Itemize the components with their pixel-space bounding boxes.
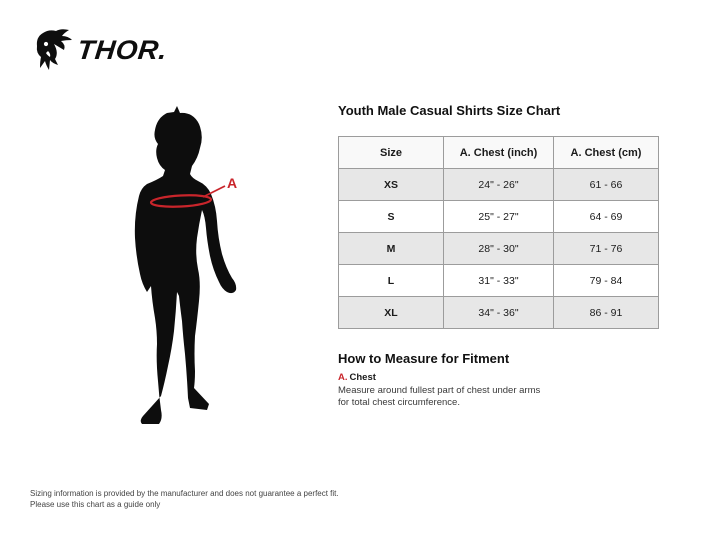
how-to-measure-title: How to Measure for Fitment xyxy=(338,351,510,366)
table-row-s xyxy=(339,201,659,233)
measure-key-a: A. xyxy=(338,372,348,383)
size-cell: M xyxy=(339,233,444,265)
table-row-l xyxy=(339,265,659,297)
size-cell: L xyxy=(339,265,444,297)
chest-inch-cell: 28" - 30" xyxy=(444,233,554,265)
chest-inch-cell: 24" - 26" xyxy=(444,169,554,201)
chest-inch-cell: 34" - 36" xyxy=(444,297,554,329)
brand-wordmark: THOR. xyxy=(75,35,169,65)
chest-cm-cell: 79 - 84 xyxy=(554,265,659,297)
table-row-m xyxy=(339,233,659,265)
measure-label-a: A xyxy=(227,175,238,191)
measure-instructions: Measure around fullest part of chest under arms for total chest circumference. xyxy=(338,385,541,409)
size-chart-table xyxy=(338,136,659,329)
table-header-row xyxy=(339,137,659,169)
measure-label-chest: Chest xyxy=(349,372,376,383)
chest-inch-cell: 31" - 33" xyxy=(444,265,554,297)
chest-cm-cell: 61 - 66 xyxy=(554,169,659,201)
chest-cm-cell: 71 - 76 xyxy=(554,233,659,265)
chest-cm-cell: 64 - 69 xyxy=(554,201,659,233)
chest-cm-cell: 86 - 91 xyxy=(554,297,659,329)
goat-head-icon xyxy=(33,27,73,73)
size-cell: S xyxy=(339,201,444,233)
size-chart-title: Youth Male Casual Shirts Size Chart xyxy=(338,103,561,118)
col-header-chest-inch: A. Chest (inch) xyxy=(444,137,554,169)
disclaimer xyxy=(30,488,339,510)
measure-item-chest xyxy=(338,372,376,383)
youth-silhouette-figure xyxy=(95,86,335,446)
chest-inch-cell: 25" - 27" xyxy=(444,201,554,233)
youth-silhouette xyxy=(135,106,236,424)
brand-logo xyxy=(33,27,169,73)
col-header-size: Size xyxy=(339,137,444,169)
size-cell: XL xyxy=(339,297,444,329)
disclaimer-line-1: Sizing information is provided by the manufacturer and does not guarantee a perfect fit. xyxy=(30,489,339,498)
col-header-chest-cm: A. Chest (cm) xyxy=(554,137,659,169)
table-row-xs xyxy=(339,169,659,201)
table-row-xl xyxy=(339,297,659,329)
size-cell: XS xyxy=(339,169,444,201)
disclaimer-line-2: Please use this chart as a guide only xyxy=(30,500,161,510)
